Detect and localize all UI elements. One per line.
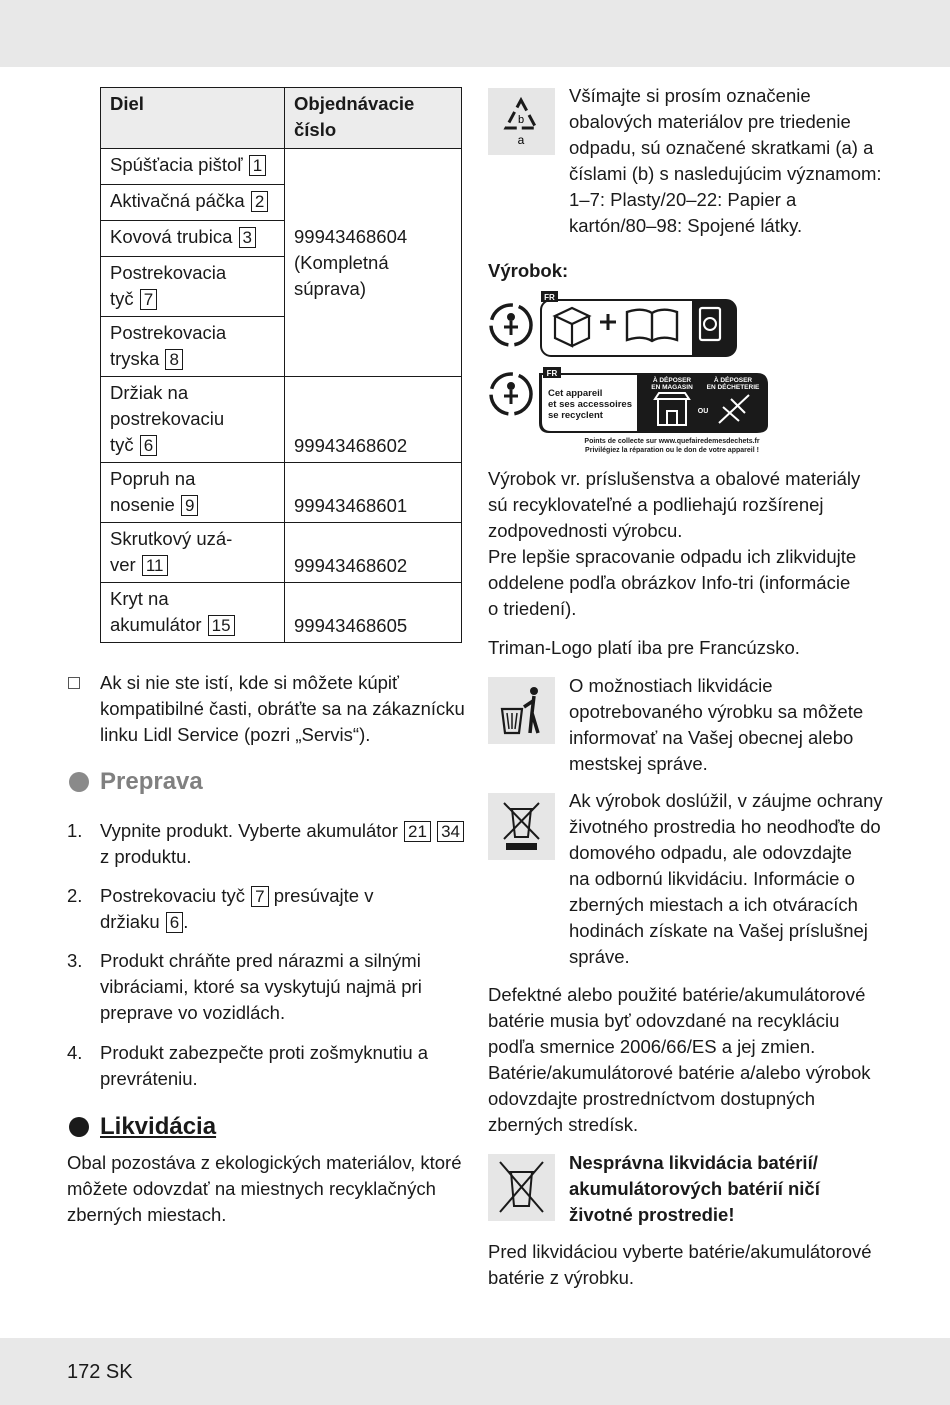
order-number: 99943468602 xyxy=(285,377,462,463)
svg-text:a: a xyxy=(517,133,525,147)
svg-text:EN MAGASIN: EN MAGASIN xyxy=(651,384,693,391)
header-part: Diel xyxy=(101,88,285,149)
part-ref: 8 xyxy=(165,349,182,370)
part-ref: 11 xyxy=(142,555,168,576)
remove-battery-paragraph: Pred likvidáciou vyberte batérie/akumulátorové batérie z výrobku. xyxy=(488,1241,872,1288)
part-name: Držiak na postrekovaciu tyč 6 xyxy=(101,377,285,463)
part-ref: 3 xyxy=(239,227,256,248)
weee-paragraph: Ak výrobok doslúžil, v záujme ochrany životného prostredia ho neodhoďte do domového odpadu, ale odovzdajte na odbornú likvidáciu. Informácie o zberných miestach a ich otváracích hodinách získate na Vašej príslušnej správe. xyxy=(569,790,883,967)
svg-text:se recyclent: se recyclent xyxy=(548,410,603,421)
preprava-heading: Preprava xyxy=(100,768,203,795)
order-number: 99943468601 xyxy=(285,463,462,523)
section-bullet-icon xyxy=(69,772,89,792)
order-number: 99943468602 xyxy=(285,523,462,583)
svg-text:b: b xyxy=(517,114,525,126)
battery-warning: Nesprávna likvidácia batérií/ akumulátorových batérií ničí životné prostredie! xyxy=(569,1152,820,1225)
vyrobok-heading: Výrobok: xyxy=(488,260,569,281)
list-item: 3. Produkt chráňte pred nárazmi a silnými vibráciami, ktoré sa vyskytujú najmä pri preprave vo vozidlách. xyxy=(67,950,422,1023)
svg-text:et ses accessoires: et ses accessoires xyxy=(548,399,632,410)
battery-crossed-bin-icon xyxy=(488,1154,555,1221)
svg-text:FR: FR xyxy=(544,293,555,302)
header-order-number: Objednávacie číslo xyxy=(285,88,462,149)
part-name: Popruh na nosenie 9 xyxy=(101,463,285,523)
part-name: Kovová trubica 3 xyxy=(101,221,285,257)
list-item: 2. Postrekovaciu tyč 7 presúvajte v držiaku 6 . xyxy=(67,885,374,932)
part-name: Spúšťacia pištoľ 1 xyxy=(101,149,285,185)
svg-text:À DÉPOSER: À DÉPOSER xyxy=(713,377,753,384)
table-row xyxy=(101,583,462,643)
section-bullet-icon xyxy=(69,1117,89,1137)
svg-text:Points de collecte sur www.que: Points de collecte sur www.quefairedemesdechets.fr xyxy=(584,438,760,445)
part-ref: 6 xyxy=(140,435,157,456)
ref-box: 34 xyxy=(437,821,464,842)
svg-text:Cet appareil: Cet appareil xyxy=(548,388,603,399)
part-ref: 2 xyxy=(251,191,268,212)
svg-text:OU: OU xyxy=(697,408,709,415)
checkbox-bullet xyxy=(68,677,80,689)
order-number-group: 99943468604 (Kompletná súprava) xyxy=(285,149,462,377)
part-name: Postrekovacia tyč 7 xyxy=(101,257,285,317)
triman-appliance-logo xyxy=(487,367,772,457)
triman-packaging-logo xyxy=(487,290,742,360)
part-ref: 7 xyxy=(140,289,157,310)
ref-box: 7 xyxy=(251,886,268,907)
table-header-row xyxy=(101,88,462,149)
recyclable-paragraph: Výrobok vr. príslušenstva a obalové materiály sú recyklovateľné a podliehajú rozšírenej zodpovednosti výrobcu. Pre lepšie spracovanie odpadu ich zlikvidujte oddelene podľa obrázkov Info-tri (informácie o triedení). xyxy=(488,468,861,619)
recycling-code-icon xyxy=(488,88,555,155)
svg-text:EN DÉCHETERIE: EN DÉCHETERIE xyxy=(706,384,760,391)
ref-box: 21 xyxy=(404,821,431,842)
list-item: 1. Vypnite produkt. Vyberte akumulátor 21 34 z produktu. xyxy=(67,818,467,870)
table-row xyxy=(101,463,462,523)
battery-paragraph: Defektné alebo použité batérie/akumulátorové batérie musia byť odovzdané na recykláciu podľa smernice 2006/66/ES a jej zmien. Batérie/akumulátorové batérie a/alebo výrobok odovzdajte prostredníctvom dostupných zberných stredísk. xyxy=(488,984,871,1135)
table-row xyxy=(101,149,462,185)
part-name: Kryt na akumulátor 15 xyxy=(101,583,285,643)
part-name: Postrekovacia tryska 8 xyxy=(101,317,285,377)
disposal-info-paragraph: O možnostiach likvidácie opotrebovaného výrobku sa môžete informovať na Vašej obecnej alebo mestskej správe. xyxy=(569,675,864,774)
part-name: Skrutkový uzá- ver 11 xyxy=(101,523,285,583)
service-note: Ak si nie ste istí, kde si môžete kúpiť kompatibilné časti, obráťte sa na zákaznícku linku Lidl Service (pozri „Servis“). xyxy=(100,672,465,745)
list-item: 4. Produkt zabezpečte proti zošmyknutiu a prevráteniu. xyxy=(67,1042,429,1089)
part-ref: 15 xyxy=(208,615,235,636)
part-name: Aktivačná páčka 2 xyxy=(101,185,285,221)
part-ref: 1 xyxy=(249,155,266,176)
top-band xyxy=(0,0,950,67)
table-row xyxy=(101,523,462,583)
recycling-paragraph: Všímajte si prosím označenie obalových materiálov pre triedenie odpadu, sú označené skratkami (a) a číslami (b) s nasledujúcim významom: 1–7: Plasty/20–22: Papier a kartón/80–98: Spojené látky. xyxy=(569,85,882,236)
bottom-band xyxy=(0,1338,950,1405)
svg-text:FR: FR xyxy=(546,369,558,378)
svg-text:Privilégiez la réparation ou l: Privilégiez la réparation ou le don de votre appareil ! xyxy=(585,447,759,454)
svg-text:À DÉPOSER: À DÉPOSER xyxy=(652,377,692,384)
ref-box: 6 xyxy=(166,912,183,933)
page-number: 172 SK xyxy=(67,1361,133,1383)
parts-table xyxy=(100,87,462,643)
table-row xyxy=(101,377,462,463)
part-ref: 9 xyxy=(181,495,198,516)
triman-note: Triman-Logo platí iba pre Francúzsko. xyxy=(488,637,800,658)
likvidacia-heading: Likvidácia xyxy=(100,1113,217,1140)
likvidacia-paragraph: Obal pozostáva z ekologických materiálov, ktoré môžete odovzdať na miestnych recyklačných zberných miestach. xyxy=(67,1152,462,1225)
bin-person-icon xyxy=(488,677,555,744)
order-number: 99943468605 xyxy=(285,583,462,643)
weee-crossed-bin-icon xyxy=(488,793,555,860)
